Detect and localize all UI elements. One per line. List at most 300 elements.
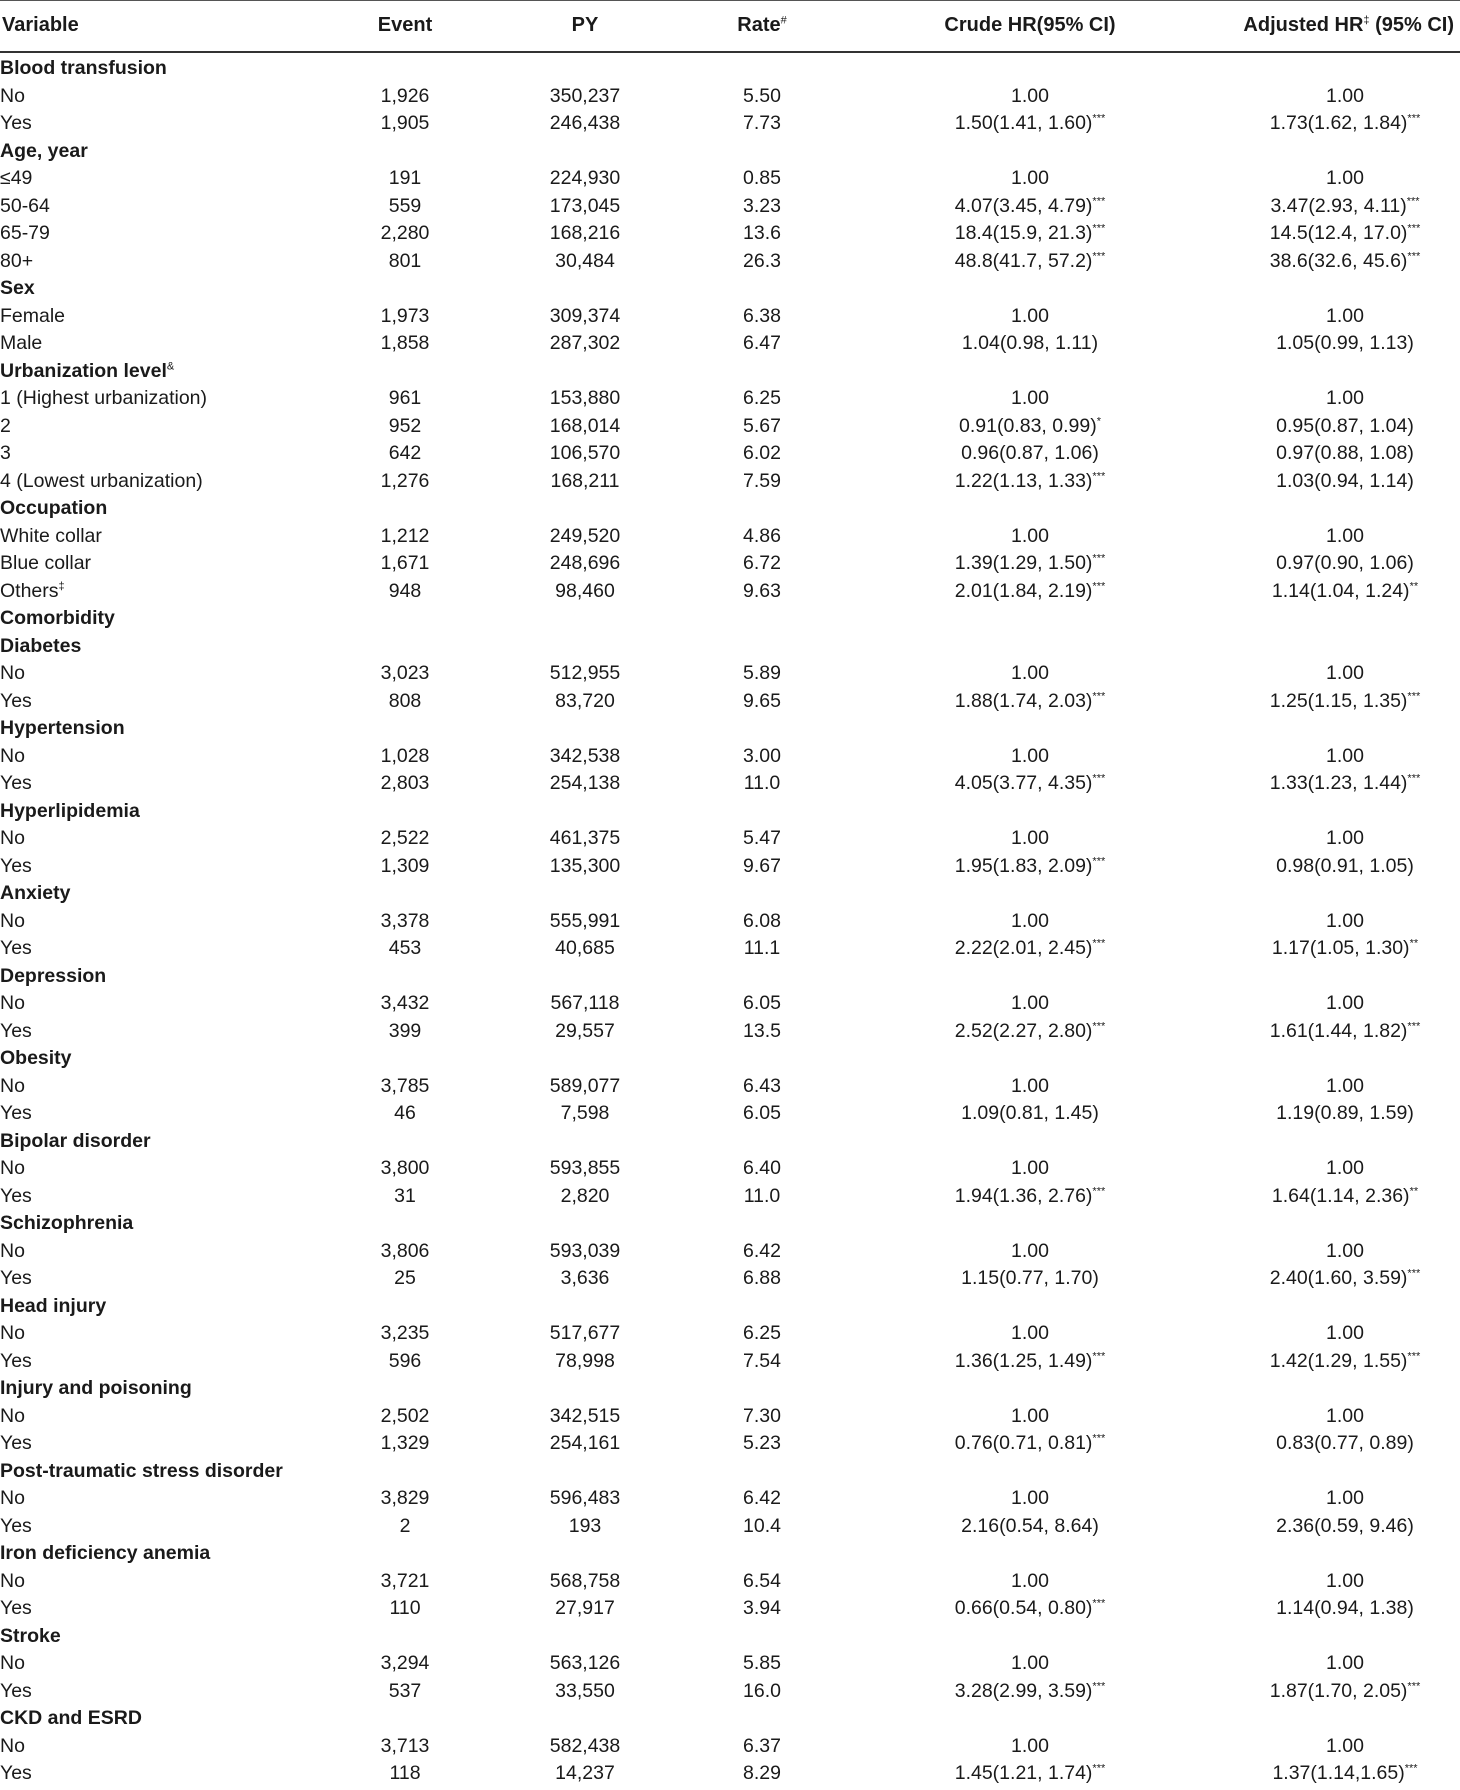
group-label-value: Injury and poisoning xyxy=(0,1377,192,1399)
significance-marker: *** xyxy=(1092,250,1106,262)
py-cell xyxy=(555,937,615,960)
group-header-row xyxy=(0,1126,1460,1154)
rate-cell xyxy=(743,525,781,548)
rate-cell xyxy=(743,167,781,190)
row-label xyxy=(0,992,25,1015)
event-cell xyxy=(381,1240,430,1263)
adjusted-hr-cell-value: 0.83(0.77, 0.89) xyxy=(1276,1432,1414,1454)
table-row xyxy=(0,246,1460,274)
rate-cell-value: 6.02 xyxy=(743,442,781,464)
event-cell-value: 3,023 xyxy=(380,662,430,684)
crude-hr-cell-value: 2.01(1.84, 2.19) xyxy=(954,579,1093,602)
rate-cell-value: 7.59 xyxy=(743,469,781,492)
adjusted-hr-cell-value: 1.00 xyxy=(1326,387,1364,409)
row-label-value: ≤49 xyxy=(0,167,33,189)
rate-cell xyxy=(743,1515,781,1538)
crude-hr-cell xyxy=(1011,827,1049,850)
crude-hr-cell xyxy=(959,415,1101,438)
crude-hr-cell xyxy=(955,772,1106,795)
table-row xyxy=(0,1676,1460,1704)
adjusted-hr-cell xyxy=(1326,1240,1364,1263)
row-label-value: Yes xyxy=(0,1019,32,1042)
group-label-value: Sex xyxy=(0,277,35,299)
group-label-value: Obesity xyxy=(0,1047,72,1069)
crude-hr-cell xyxy=(955,470,1106,493)
header-adjusted-hr: Adjusted HR‡ (95% CI) xyxy=(1243,14,1454,36)
crude-hr-cell xyxy=(1011,167,1049,190)
header-adjusted-footnote: ‡ xyxy=(1363,14,1370,27)
significance-marker: *** xyxy=(1404,1762,1418,1775)
event-cell-value: 25 xyxy=(394,1267,416,1289)
crude-hr-cell-value: 1.00 xyxy=(1011,167,1049,189)
group-label xyxy=(0,635,81,658)
rate-cell xyxy=(743,305,781,328)
significance-marker: *** xyxy=(1092,112,1106,125)
row-label xyxy=(0,1487,25,1510)
adjusted-hr-cell-value: 1.00 xyxy=(1326,1239,1364,1262)
py-cell-value: 593,855 xyxy=(549,1157,621,1179)
crude-hr-cell xyxy=(1011,85,1049,108)
py-cell-value: 135,300 xyxy=(549,854,621,877)
adjusted-hr-cell xyxy=(1270,195,1419,218)
crude-hr-cell xyxy=(1011,1735,1049,1758)
row-label-value: Blue collar xyxy=(0,552,92,574)
rate-cell-value: 9.67 xyxy=(743,854,781,877)
event-cell xyxy=(381,992,430,1015)
row-label-value: No xyxy=(0,1569,25,1592)
table-row xyxy=(0,1511,1460,1539)
significance-marker: *** xyxy=(1092,470,1106,482)
event-cell-value: 453 xyxy=(388,937,422,959)
table-row xyxy=(0,548,1460,576)
event-cell xyxy=(381,662,430,685)
row-label-value: 2 xyxy=(0,414,11,437)
adjusted-hr-cell-value: 0.95(0.87, 1.04) xyxy=(1276,414,1414,437)
rate-cell-value: 6.05 xyxy=(743,992,781,1014)
group-label-value: Anxiety xyxy=(0,882,71,904)
py-cell xyxy=(550,305,621,328)
event-cell-value: 808 xyxy=(388,689,422,712)
row-label xyxy=(0,552,91,575)
significance-marker: *** xyxy=(1406,195,1420,207)
rate-cell-value: 5.50 xyxy=(743,84,781,107)
adjusted-hr-cell-value: 1.61(1.44, 1.82) xyxy=(1269,1019,1408,1042)
event-cell-value: 1,973 xyxy=(380,304,430,327)
crude-hr-cell-value: 1.15(0.77, 1.70) xyxy=(961,1267,1099,1289)
crude-hr-cell xyxy=(1011,910,1049,933)
rate-cell xyxy=(743,112,781,135)
adjusted-hr-cell xyxy=(1276,415,1414,438)
event-cell-value: 2,803 xyxy=(380,772,430,794)
rate-cell xyxy=(744,772,781,795)
group-label-value: Urbanization level xyxy=(0,359,167,382)
group-label-value: Hypertension xyxy=(0,717,125,739)
group-header-row xyxy=(0,1291,1460,1319)
rate-cell-value: 3.23 xyxy=(743,194,781,217)
crude-hr-cell-value: 1.00 xyxy=(1011,387,1049,409)
table-row xyxy=(0,328,1460,356)
row-label xyxy=(0,250,33,273)
adjusted-hr-cell xyxy=(1270,222,1421,245)
significance-marker: *** xyxy=(1092,690,1106,702)
adjusted-hr-cell-value: 1.14(1.04, 1.24) xyxy=(1271,579,1410,602)
row-label xyxy=(0,332,42,355)
row-label-value: Yes xyxy=(0,854,32,877)
event-cell-value: 2,280 xyxy=(380,222,430,244)
crude-hr-cell xyxy=(961,442,1099,465)
group-label xyxy=(0,497,107,520)
crude-hr-cell-value: 0.76(0.71, 0.81) xyxy=(954,1432,1093,1454)
adjusted-hr-cell xyxy=(1270,112,1421,135)
significance-marker: *** xyxy=(1407,250,1421,262)
crude-hr-cell xyxy=(962,332,1098,355)
row-label-value: Yes xyxy=(0,1514,32,1537)
crude-hr-cell xyxy=(961,1267,1099,1290)
row-label-value: No xyxy=(0,1734,25,1757)
py-cell-value: 512,955 xyxy=(549,662,621,684)
crude-hr-cell xyxy=(955,1185,1106,1208)
row-label xyxy=(0,1680,32,1703)
group-header-row xyxy=(0,1621,1460,1649)
adjusted-hr-cell xyxy=(1270,1350,1421,1373)
crude-hr-cell xyxy=(1011,305,1049,328)
crude-hr-cell xyxy=(1011,1570,1049,1593)
table-row xyxy=(0,576,1460,604)
row-label-value: Female xyxy=(0,304,66,327)
crude-hr-cell-value: 1.36(1.25, 1.49) xyxy=(954,1349,1093,1372)
py-cell xyxy=(550,415,621,438)
event-cell xyxy=(389,1680,422,1703)
py-cell-value: 106,570 xyxy=(549,442,621,464)
rate-cell xyxy=(743,1350,781,1373)
adjusted-hr-cell-value: 1.00 xyxy=(1326,1652,1364,1674)
py-cell xyxy=(555,1350,615,1373)
group-label xyxy=(0,800,140,823)
group-header-row xyxy=(0,356,1460,384)
group-label xyxy=(0,1460,283,1483)
event-cell-value: 1,329 xyxy=(380,1432,430,1454)
crude-hr-cell xyxy=(961,1515,1099,1538)
adjusted-hr-cell xyxy=(1276,332,1414,355)
event-cell-value: 3,713 xyxy=(380,1734,430,1757)
crude-hr-cell-value: 2.16(0.54, 8.64) xyxy=(961,1514,1099,1537)
rate-cell xyxy=(743,1597,781,1620)
row-label xyxy=(0,222,50,245)
significance-marker: ** xyxy=(1409,1185,1419,1197)
table-row xyxy=(0,1648,1460,1676)
significance-marker: *** xyxy=(1092,195,1106,207)
rate-cell xyxy=(743,332,781,355)
adjusted-hr-cell xyxy=(1272,937,1418,960)
py-cell-value: 168,216 xyxy=(549,222,621,244)
py-cell-value: 461,375 xyxy=(549,827,621,849)
py-cell xyxy=(550,1075,621,1098)
event-cell xyxy=(381,1652,430,1675)
rate-cell-value: 5.47 xyxy=(743,827,781,849)
rate-cell-value: 5.23 xyxy=(743,1432,781,1454)
adjusted-hr-cell-value: 1.00 xyxy=(1326,744,1364,767)
adjusted-hr-cell xyxy=(1276,855,1414,878)
crude-hr-cell xyxy=(955,1597,1106,1620)
crude-hr-cell-value: 4.05(3.77, 4.35) xyxy=(954,772,1093,794)
py-cell-value: 350,237 xyxy=(549,84,621,107)
row-label-value: No xyxy=(0,1074,25,1097)
event-cell xyxy=(389,1762,420,1785)
event-cell-value: 642 xyxy=(388,442,422,464)
event-cell-value: 1,028 xyxy=(380,744,430,767)
adjusted-hr-cell xyxy=(1272,1185,1418,1208)
crude-hr-cell-value: 1.00 xyxy=(1011,744,1049,767)
row-label-value: Yes xyxy=(0,112,32,134)
crude-hr-cell xyxy=(955,580,1106,603)
py-cell xyxy=(555,1680,615,1703)
significance-marker: *** xyxy=(1407,772,1421,785)
adjusted-hr-cell-value: 14.5(12.4, 17.0) xyxy=(1269,222,1408,244)
row-label-value: 80+ xyxy=(0,249,34,272)
adjusted-hr-cell-value: 1.37(1.14,1.65) xyxy=(1272,1762,1405,1784)
group-header-row xyxy=(0,1208,1460,1236)
significance-marker: *** xyxy=(1092,552,1106,565)
group-label-value: Age, year xyxy=(0,139,88,162)
adjusted-hr-cell-value: 0.97(0.90, 1.06) xyxy=(1276,552,1414,574)
adjusted-hr-cell-value: 1.00 xyxy=(1326,1734,1364,1757)
event-cell xyxy=(381,470,430,493)
group-header-row xyxy=(0,603,1460,631)
py-cell-value: 309,374 xyxy=(549,304,621,327)
table-row xyxy=(0,521,1460,549)
footnote-marker: ‡ xyxy=(58,580,65,592)
event-cell xyxy=(400,1515,411,1538)
py-cell-value: 14,237 xyxy=(555,1762,615,1784)
row-label-value: 3 xyxy=(0,442,11,464)
significance-marker: *** xyxy=(1092,1020,1106,1032)
adjusted-hr-cell-value: 1.00 xyxy=(1326,1569,1364,1592)
group-label xyxy=(0,140,88,163)
group-header-row xyxy=(0,878,1460,906)
py-cell xyxy=(550,112,621,135)
group-header-row xyxy=(0,273,1460,301)
row-label xyxy=(0,442,11,465)
rate-cell-value: 5.89 xyxy=(743,662,781,684)
adjusted-hr-cell-value: 1.00 xyxy=(1326,167,1364,189)
rate-cell xyxy=(743,470,781,493)
group-label xyxy=(0,1542,210,1565)
crude-hr-cell xyxy=(955,112,1106,135)
py-cell-value: 596,483 xyxy=(549,1487,621,1509)
event-cell xyxy=(389,442,422,465)
event-cell-value: 1,926 xyxy=(380,84,430,107)
row-label-value: No xyxy=(0,744,25,767)
adjusted-hr-cell xyxy=(1270,1020,1421,1043)
rate-cell xyxy=(743,1322,781,1345)
py-cell xyxy=(550,167,621,190)
group-label xyxy=(0,1047,72,1070)
row-label-value: Others xyxy=(0,579,59,602)
event-cell-value: 1,276 xyxy=(380,469,430,492)
event-cell xyxy=(381,112,430,135)
rate-cell-value: 6.47 xyxy=(743,332,781,354)
py-cell-value: 287,302 xyxy=(549,332,621,354)
crude-hr-cell xyxy=(955,690,1106,713)
crude-hr-cell-value: 1.00 xyxy=(1011,1074,1049,1097)
row-label-value: No xyxy=(0,1322,25,1344)
py-cell-value: 173,045 xyxy=(549,194,621,217)
significance-marker: *** xyxy=(1407,1020,1421,1032)
table-row xyxy=(0,1318,1460,1346)
group-label xyxy=(0,57,167,80)
event-cell xyxy=(381,855,430,878)
event-cell xyxy=(381,1405,430,1428)
group-label xyxy=(0,965,106,988)
table-row xyxy=(0,1758,1460,1786)
row-label-value: 1 (Highest urbanization) xyxy=(0,387,208,409)
py-cell-value: 83,720 xyxy=(555,689,615,712)
row-label-value: No xyxy=(0,992,25,1014)
table-row xyxy=(0,1098,1460,1126)
table-row xyxy=(0,191,1460,219)
significance-marker: *** xyxy=(1407,1267,1421,1280)
row-label xyxy=(0,195,50,218)
row-label-value: Yes xyxy=(0,1679,32,1702)
significance-marker: *** xyxy=(1092,222,1106,235)
event-cell xyxy=(381,1322,430,1345)
adjusted-hr-cell-value: 1.00 xyxy=(1326,1404,1364,1427)
table-header xyxy=(0,0,1460,53)
row-label xyxy=(0,1322,25,1345)
rate-cell xyxy=(743,1570,781,1593)
adjusted-hr-cell-value: 3.47(2.93, 4.11) xyxy=(1270,194,1407,217)
event-cell-value: 3,378 xyxy=(380,909,430,932)
row-label xyxy=(0,1515,32,1538)
rate-cell xyxy=(744,1185,781,1208)
event-cell xyxy=(381,305,430,328)
adjusted-hr-cell-value: 1.00 xyxy=(1326,1157,1364,1179)
event-cell-value: 3,785 xyxy=(380,1074,430,1097)
crude-hr-cell xyxy=(1011,662,1049,685)
py-cell-value: 568,758 xyxy=(549,1569,621,1592)
adjusted-hr-cell xyxy=(1270,690,1421,713)
event-cell xyxy=(389,387,422,410)
adjusted-hr-cell xyxy=(1272,580,1418,603)
row-label xyxy=(0,85,25,108)
event-cell-value: 537 xyxy=(388,1679,422,1702)
row-label xyxy=(0,1597,32,1620)
significance-marker: *** xyxy=(1092,772,1106,785)
table-row xyxy=(0,933,1460,961)
group-label xyxy=(0,1295,106,1318)
adjusted-hr-cell xyxy=(1326,827,1364,850)
crude-hr-cell xyxy=(955,1350,1106,1373)
adjusted-hr-cell xyxy=(1326,1322,1364,1345)
event-cell-value: 2 xyxy=(399,1514,411,1537)
py-cell xyxy=(555,1020,615,1043)
event-cell-value: 3,829 xyxy=(380,1487,430,1509)
significance-marker: ** xyxy=(1409,580,1419,592)
py-cell-value: 168,014 xyxy=(549,414,621,437)
rate-cell xyxy=(743,1652,781,1675)
rate-cell-value: 6.25 xyxy=(743,1322,781,1344)
row-label xyxy=(0,470,203,493)
event-cell xyxy=(389,415,422,438)
significance-marker: *** xyxy=(1407,1680,1421,1692)
py-cell-value: 78,998 xyxy=(555,1349,615,1372)
header-py: PY xyxy=(571,14,599,36)
py-cell-value: 224,930 xyxy=(549,167,621,189)
significance-marker: *** xyxy=(1092,1350,1106,1362)
rate-cell xyxy=(743,1240,781,1263)
event-cell xyxy=(381,910,430,933)
group-header-row xyxy=(0,1043,1460,1071)
adjusted-hr-cell xyxy=(1326,1652,1364,1675)
rate-cell xyxy=(744,937,781,960)
event-cell-value: 3,800 xyxy=(380,1157,430,1179)
rate-cell-value: 7.30 xyxy=(743,1404,781,1427)
significance-marker: *** xyxy=(1092,580,1106,592)
table-row xyxy=(0,1401,1460,1429)
adjusted-hr-cell-value: 1.00 xyxy=(1326,1487,1364,1509)
rate-cell xyxy=(743,85,781,108)
event-cell xyxy=(381,772,430,795)
py-cell-value: 29,557 xyxy=(555,1019,615,1042)
event-cell xyxy=(381,85,430,108)
adjusted-hr-cell xyxy=(1276,470,1414,493)
crude-hr-cell xyxy=(961,1102,1099,1125)
crude-hr-cell xyxy=(1011,745,1049,768)
row-label-value: Yes xyxy=(0,1597,32,1619)
py-cell xyxy=(550,662,621,685)
group-header-row xyxy=(0,1538,1460,1566)
py-cell xyxy=(550,1570,621,1593)
adjusted-hr-cell xyxy=(1326,1735,1364,1758)
event-cell-value: 952 xyxy=(388,414,422,437)
adjusted-hr-cell-value: 1.00 xyxy=(1326,827,1364,849)
crude-hr-cell-value: 1.22(1.13, 1.33) xyxy=(954,469,1093,492)
crude-hr-cell-value: 1.00 xyxy=(1011,827,1049,849)
row-label xyxy=(0,1432,32,1455)
crude-hr-cell xyxy=(1011,1157,1049,1180)
adjusted-hr-cell-value: 1.00 xyxy=(1326,909,1364,932)
row-label xyxy=(0,167,32,190)
adjusted-hr-cell-value: 1.73(1.62, 1.84) xyxy=(1269,112,1408,134)
group-label xyxy=(0,607,115,630)
crude-hr-cell-value: 48.8(41.7, 57.2) xyxy=(954,249,1093,272)
adjusted-hr-cell xyxy=(1326,167,1364,190)
rate-cell xyxy=(743,690,781,713)
crude-hr-cell-value: 1.39(1.29, 1.50) xyxy=(954,552,1093,574)
crude-hr-cell-value: 1.00 xyxy=(1011,1322,1049,1344)
rate-cell-value: 5.67 xyxy=(743,414,781,437)
rate-cell-value: 3.00 xyxy=(743,744,781,767)
rate-cell-value: 6.43 xyxy=(743,1074,781,1097)
rate-cell-value: 16.0 xyxy=(743,1679,781,1702)
rate-cell xyxy=(743,910,781,933)
rate-cell-value: 0.85 xyxy=(743,167,781,189)
crude-hr-cell-value: 1.00 xyxy=(1011,1569,1049,1592)
row-label xyxy=(0,1157,25,1180)
rate-cell-value: 6.42 xyxy=(743,1487,781,1509)
py-cell xyxy=(550,85,621,108)
adjusted-hr-cell-value: 1.64(1.14, 2.36) xyxy=(1271,1184,1410,1207)
table-row xyxy=(0,1483,1460,1511)
table-row xyxy=(0,1593,1460,1621)
adjusted-hr-cell xyxy=(1326,1075,1364,1098)
row-label xyxy=(0,1570,25,1593)
crude-hr-cell-value: 1.95(1.83, 2.09) xyxy=(954,854,1093,877)
event-cell-value: 801 xyxy=(388,249,422,272)
py-cell-value: 7,598 xyxy=(560,1102,610,1124)
rate-cell-value: 6.40 xyxy=(743,1157,781,1179)
event-cell xyxy=(389,1597,420,1620)
